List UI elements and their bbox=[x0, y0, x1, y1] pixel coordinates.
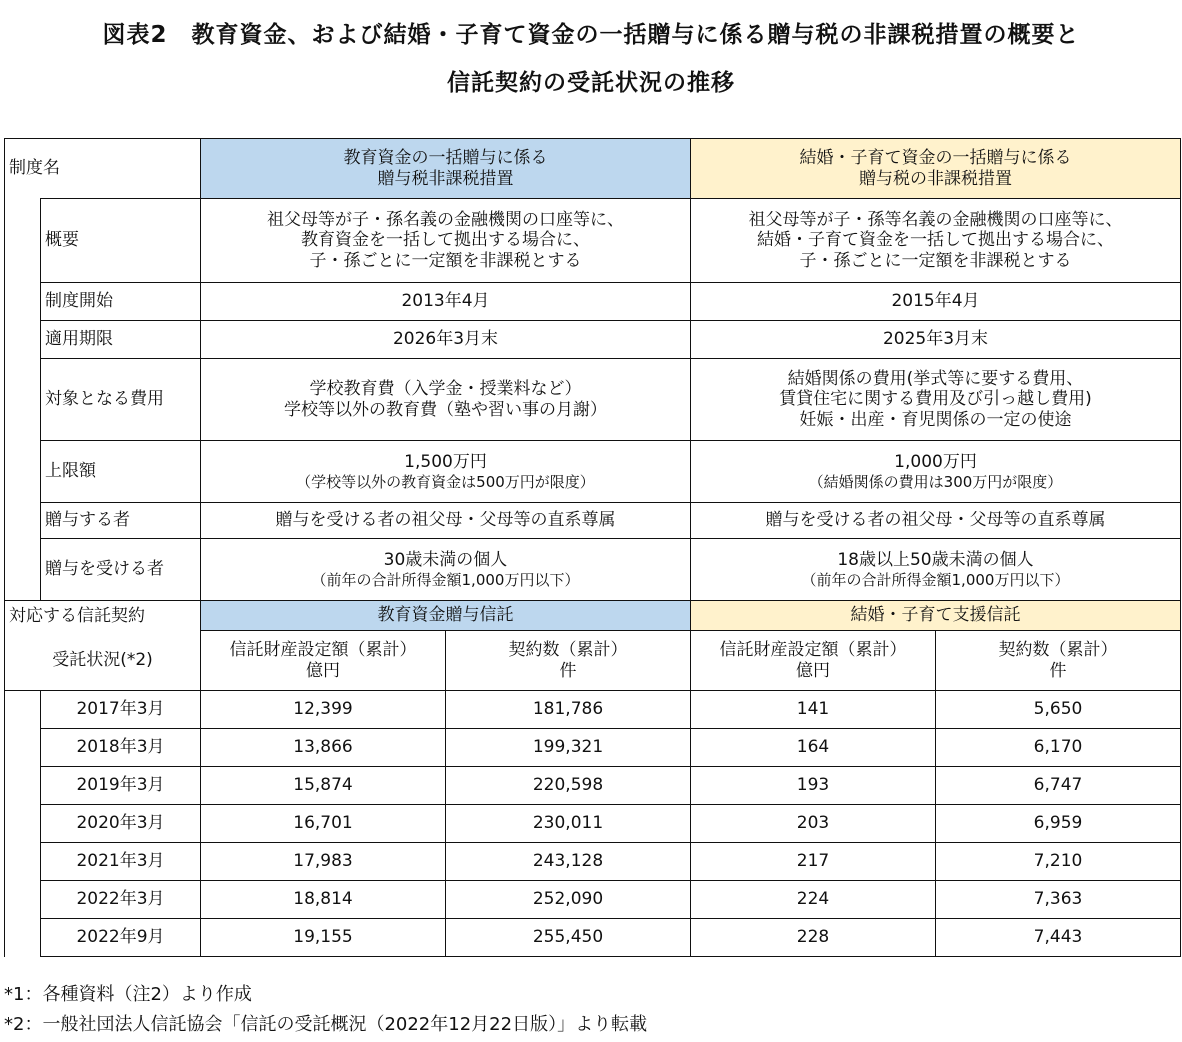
row-label-kigen: 適用期限 bbox=[41, 321, 201, 359]
marriage-kaishi: 2015年4月 bbox=[691, 283, 1181, 321]
mar-amount-cell: 217 bbox=[691, 843, 936, 881]
row-label-zouyo-suru: 贈与する者 bbox=[41, 503, 201, 539]
edu-count-cell: 243,128 bbox=[446, 843, 691, 881]
edu-amount-cell: 19,155 bbox=[201, 919, 446, 957]
marriage-trust-name: 結婚・子育て支援信託 bbox=[691, 601, 1181, 631]
period-cell: 2021年3月 bbox=[41, 843, 201, 881]
mar-count-cell: 7,443 bbox=[936, 919, 1181, 957]
table-row bbox=[5, 843, 1181, 881]
education-hiyou: 学校教育費（入学金・授業料など） 学校等以外の教育費（塾や習い事の月謝） bbox=[201, 359, 691, 441]
table-row bbox=[5, 691, 1181, 729]
row-label-zouyo-ukeru: 贈与を受ける者 bbox=[41, 539, 201, 601]
education-trust-name: 教育資金贈与信託 bbox=[201, 601, 691, 631]
row-label-hiyou: 対象となる費用 bbox=[41, 359, 201, 441]
table-row bbox=[5, 919, 1181, 957]
table-row bbox=[5, 631, 1181, 691]
table-row bbox=[5, 441, 1181, 503]
edu-amount-cell: 12,399 bbox=[201, 691, 446, 729]
education-kigen: 2026年3月末 bbox=[201, 321, 691, 359]
footnote-1: *1：各種資料（注2）より作成 bbox=[4, 984, 252, 1005]
education-kaishi: 2013年4月 bbox=[201, 283, 691, 321]
table-row bbox=[5, 139, 1181, 199]
table-row bbox=[5, 767, 1181, 805]
education-zouyo-suru: 贈与を受ける者の祖父母・父母等の直系尊属 bbox=[201, 503, 691, 539]
table-row bbox=[5, 503, 1181, 539]
footnotes bbox=[4, 980, 647, 1039]
page-title-line1: 図表2 教育資金、および結婚・子育て資金の一括贈与に係る贈与税の非課税措置の概要と bbox=[102, 22, 1080, 48]
mar-count-cell: 7,363 bbox=[936, 881, 1181, 919]
education-scheme-name: 教育資金の一括贈与に係る 贈与税非課税措置 bbox=[201, 139, 691, 199]
marriage-amount-header: 信託財産設定額（累計） 億円 bbox=[691, 631, 936, 691]
marriage-scheme-name: 結婚・子育て資金の一括贈与に係る 贈与税の非課税措置 bbox=[691, 139, 1181, 199]
table-row bbox=[5, 729, 1181, 767]
table-row bbox=[5, 805, 1181, 843]
period-cell: 2022年9月 bbox=[41, 919, 201, 957]
marriage-zouyo-suru: 贈与を受ける者の祖父母・父母等の直系尊属 bbox=[691, 503, 1181, 539]
row-label-jougen: 上限額 bbox=[41, 441, 201, 503]
table-row bbox=[5, 881, 1181, 919]
marriage-zouyo-ukeru: 18歳以上50歳未満の個人 （前年の合計所得金額1,000万円以下） bbox=[691, 539, 1181, 601]
edu-amount-cell: 15,874 bbox=[201, 767, 446, 805]
table-row bbox=[5, 199, 1181, 283]
mar-amount-cell: 193 bbox=[691, 767, 936, 805]
mar-count-cell: 6,170 bbox=[936, 729, 1181, 767]
edu-amount-cell: 16,701 bbox=[201, 805, 446, 843]
period-cell: 2018年3月 bbox=[41, 729, 201, 767]
period-cell: 2019年3月 bbox=[41, 767, 201, 805]
table-row bbox=[5, 359, 1181, 441]
mar-amount-cell: 141 bbox=[691, 691, 936, 729]
row-label-seido-mei: 制度名 bbox=[5, 139, 201, 199]
marriage-gaiyou: 祖父母等が子・孫等名義の金融機関の口座等に、 結婚・子育て資金を一括して拠出する場合に、 子・孫ごとに一定額を非課税とする bbox=[691, 199, 1181, 283]
period-cell: 2020年3月 bbox=[41, 805, 201, 843]
mar-count-cell: 6,959 bbox=[936, 805, 1181, 843]
mar-amount-cell: 228 bbox=[691, 919, 936, 957]
education-zouyo-ukeru: 30歳未満の個人 （前年の合計所得金額1,000万円以下） bbox=[201, 539, 691, 601]
education-count-header: 契約数（累計） 件 bbox=[446, 631, 691, 691]
period-cell: 2017年3月 bbox=[41, 691, 201, 729]
row-label-jutaku-joukyou: 受託状況(*2) bbox=[5, 631, 201, 691]
marriage-kigen: 2025年3月末 bbox=[691, 321, 1181, 359]
education-gaiyou: 祖父母等が子・孫名義の金融機関の口座等に、 教育資金を一括して拠出する場合に、 子・孫ごとに一定額を非課税とする bbox=[201, 199, 691, 283]
edu-count-cell: 252,090 bbox=[446, 881, 691, 919]
row-label-shintaku-keiyaku: 対応する信託契約 bbox=[5, 601, 201, 631]
row-label-gaiyou: 概要 bbox=[41, 199, 201, 283]
edu-count-cell: 220,598 bbox=[446, 767, 691, 805]
marriage-jougen: 1,000万円 （結婚関係の費用は300万円が限度） bbox=[691, 441, 1181, 503]
table-row bbox=[5, 601, 1181, 631]
mar-amount-cell: 203 bbox=[691, 805, 936, 843]
mar-amount-cell: 164 bbox=[691, 729, 936, 767]
edu-amount-cell: 18,814 bbox=[201, 881, 446, 919]
edu-amount-cell: 13,866 bbox=[201, 729, 446, 767]
table-row bbox=[5, 321, 1181, 359]
mar-count-cell: 5,650 bbox=[936, 691, 1181, 729]
mar-count-cell: 7,210 bbox=[936, 843, 1181, 881]
marriage-count-header: 契約数（累計） 件 bbox=[936, 631, 1181, 691]
edu-count-cell: 181,786 bbox=[446, 691, 691, 729]
marriage-hiyou: 結婚関係の費用(挙式等に要する費用、 賃貸住宅に関する費用及び引っ越し費用) 妊娠・出産・育児関係の一定の使途 bbox=[691, 359, 1181, 441]
summary-table bbox=[4, 138, 1181, 957]
page-title-line2: 信託契約の受託状況の推移 bbox=[447, 70, 735, 96]
table-row bbox=[5, 539, 1181, 601]
footnote-2: *2：一般社団法人信託協会「信託の受託概況（2022年12月22日版）」より転載 bbox=[4, 1013, 648, 1035]
edu-count-cell: 255,450 bbox=[446, 919, 691, 957]
table-row bbox=[5, 283, 1181, 321]
edu-amount-cell: 17,983 bbox=[201, 843, 446, 881]
mar-amount-cell: 224 bbox=[691, 881, 936, 919]
mar-count-cell: 6,747 bbox=[936, 767, 1181, 805]
row-label-kaishi: 制度開始 bbox=[41, 283, 201, 321]
period-cell: 2022年3月 bbox=[41, 881, 201, 919]
edu-count-cell: 230,011 bbox=[446, 805, 691, 843]
education-amount-header: 信託財産設定額（累計） 億円 bbox=[201, 631, 446, 691]
edu-count-cell: 199,321 bbox=[446, 729, 691, 767]
education-jougen: 1,500万円 （学校等以外の教育資金は500万円が限度） bbox=[201, 441, 691, 503]
